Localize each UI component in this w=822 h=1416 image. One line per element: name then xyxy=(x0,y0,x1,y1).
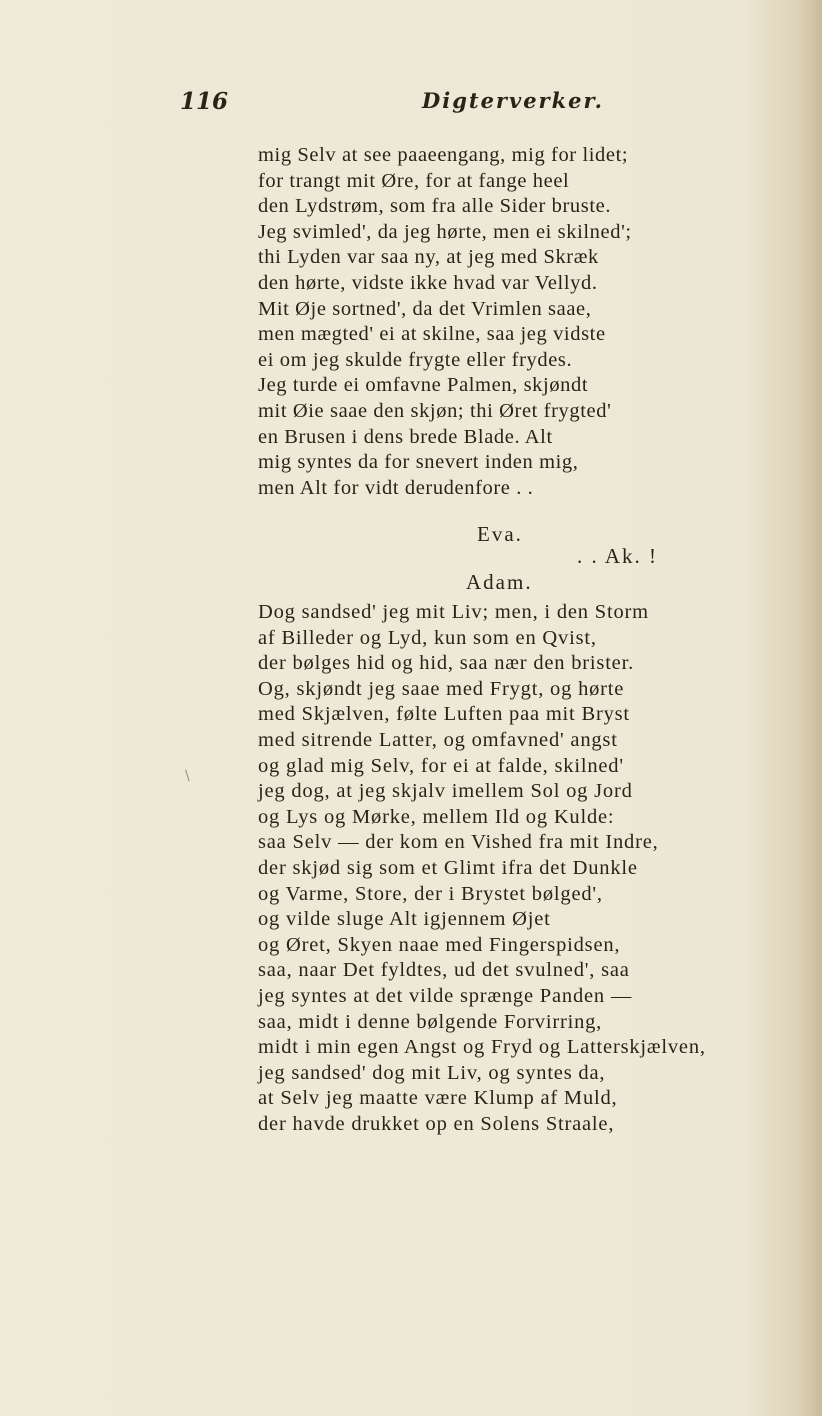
verse-line: mig Selv at see paaeengang, mig for lidet; xyxy=(258,144,629,166)
verse-line: mig syntes da for snevert inden mig, xyxy=(258,451,579,474)
verse-line: thi Lyden var saa ny, at jeg med Skræk xyxy=(258,246,599,269)
page-number: 116 xyxy=(180,88,229,115)
verse-line: den hørte, vidste ikke hvad var Vellyd. xyxy=(258,271,598,294)
verse-line: der bølges hid og hid, saa nær den brister. xyxy=(258,652,635,675)
verse-line: og Øret, Skyen naae med Fingerspidsen, xyxy=(258,933,621,956)
verse-line: der havde drukket op en Solens Straale, xyxy=(258,1112,615,1135)
verse-line: en Brusen i dens brede Blade. Alt xyxy=(258,425,553,448)
verse-line: og Varme, Store, der i Brystet bølged', xyxy=(258,882,603,905)
verse-line: Og, skjøndt jeg saae med Frygt, og hørte xyxy=(258,677,625,700)
verse-line: at Selv jeg maatte være Klump af Muld, xyxy=(258,1087,618,1110)
verse-line: jeg sandsed' dog mit Liv, og syntes da, xyxy=(258,1061,606,1084)
verse-line: den Lydstrøm, som fra alle Sider bruste. xyxy=(258,195,612,218)
verse-line: jeg syntes at det vilde sprænge Panden — xyxy=(258,984,633,1007)
verse-line: Dog sandsed' jeg mit Liv; men, i den Storm xyxy=(258,601,649,623)
verse-block-1 xyxy=(258,143,798,501)
running-title: Digterverker. xyxy=(422,88,604,113)
verse-line: Jeg svimled', da jeg hørte, men ei skilned'; xyxy=(258,220,632,243)
verse-line: ei om jeg skulde frygte eller frydes. xyxy=(258,348,573,371)
verse-line: der skjød sig som et Glimt ifra det Dunkle xyxy=(258,856,638,879)
page-header xyxy=(180,88,604,122)
verse-line: men Alt for vidt derudenfore . . xyxy=(258,476,534,499)
verse-line: Mit Øje sortned', da det Vrimlen saae, xyxy=(258,297,592,320)
verse-line: men mægted' ei at skilne, saa jeg vidste xyxy=(258,323,606,346)
verse-block-2 xyxy=(258,600,798,1137)
eva-reply: . . Ak. ! xyxy=(577,544,658,568)
margin-mark: \ xyxy=(185,768,190,784)
verse-line: af Billeder og Lyd, kun som en Qvist, xyxy=(258,626,597,649)
verse-line: mit Øie saae den skjøn; thi Øret frygted' xyxy=(258,399,612,422)
verse-line: jeg dog, at jeg skjalv imellem Sol og Jord xyxy=(258,780,633,803)
verse-line: for trangt mit Øre, for at fange heel xyxy=(258,169,570,192)
verse-line: og vilde sluge Alt igjennem Øjet xyxy=(258,908,551,931)
speaker-adam: Adam. xyxy=(466,570,533,594)
verse-line: og Lys og Mørke, mellem Ild og Kulde: xyxy=(258,805,615,828)
verse-line: midt i min egen Angst og Fryd og Latterskjælven, xyxy=(258,1036,706,1059)
verse-line: med sitrende Latter, og omfavned' angst xyxy=(258,728,618,751)
verse-line: Jeg turde ei omfavne Palmen, skjøndt xyxy=(258,374,589,397)
verse-line: og glad mig Selv, for ei at falde, skilned' xyxy=(258,754,624,777)
speaker-eva: Eva. xyxy=(477,522,523,546)
verse-line: saa, midt i denne bølgende Forvirring, xyxy=(258,1010,603,1033)
verse-line: saa Selv — der kom en Vished fra mit Indre, xyxy=(258,831,659,854)
verse-line: med Skjælven, følte Luften paa mit Bryst xyxy=(258,703,630,726)
verse-line: saa, naar Det fyldtes, ud det svulned', saa xyxy=(258,959,630,982)
